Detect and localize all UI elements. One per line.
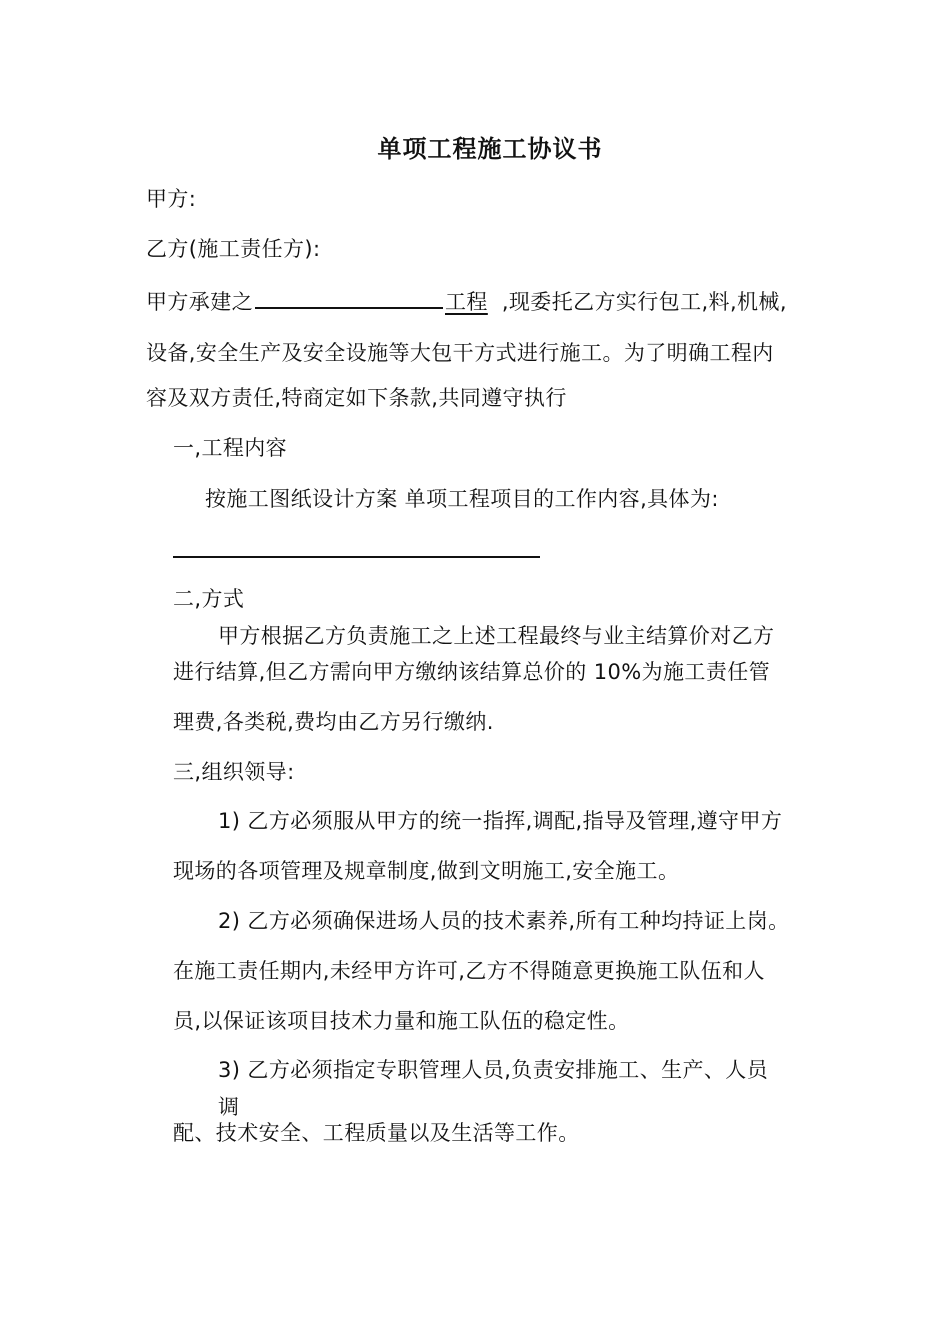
project-name-blank <box>255 285 443 309</box>
section2-line-1: 甲方根据乙方负责施工之上述工程最终与业主结算价对乙方 <box>218 624 775 648</box>
section3-heading: 三,组织领导: <box>173 760 295 784</box>
party-a-label: 甲方: <box>146 187 197 211</box>
section2-heading: 二,方式 <box>173 587 245 611</box>
intro-line-1 <box>146 285 787 317</box>
section3-item2-line-2: 在施工责任期内,未经甲方许可,乙方不得随意更换施工队伍和人 <box>173 959 765 983</box>
document-title: 单项工程施工协议书 <box>377 135 603 163</box>
section2-line-3: 理费,各类税,费均由乙方另行缴纳. <box>173 710 494 734</box>
intro-line-2: 设备,安全生产及安全设施等大包干方式进行施工。为了明确工程内 <box>146 341 774 365</box>
section1-heading: 一,工程内容 <box>173 436 288 460</box>
section3-item3-line-2: 配、技术安全、工程质量以及生活等工作。 <box>173 1121 580 1145</box>
section3-item1-line-1: 1) 乙方必须服从甲方的统一指挥,调配,指导及管理,遵守甲方 <box>218 809 783 833</box>
intro-suffix: ,现委托乙方实行包工,料,机械, <box>501 290 787 314</box>
party-b-label: 乙方(施工责任方): <box>146 237 321 261</box>
content-blank-line <box>173 556 540 558</box>
intro-project-word: 工程 <box>445 290 488 314</box>
intro-line-3: 容及双方责任,特商定如下条款,共同遵守执行 <box>146 386 567 410</box>
section3-item1-line-2: 现场的各项管理及规章制度,做到文明施工,安全施工。 <box>173 859 680 883</box>
intro-prefix: 甲方承建之 <box>146 290 253 314</box>
section3-item3-line-1b: 调 <box>218 1095 240 1119</box>
section3-item2-line-1: 2) 乙方必须确保进场人员的技术素养,所有工种均持证上岗。 <box>218 909 790 933</box>
section3-item3-line-1: 3) 乙方必须指定专职管理人员,负责安排施工、生产、人员 <box>218 1058 769 1082</box>
section2-line-2: 进行结算,但乙方需向甲方缴纳该结算总价的 10%为施工责任管 <box>173 660 771 684</box>
section1-text: 按施工图纸设计方案 单项工程项目的工作内容,具体为: <box>205 487 719 511</box>
section3-item2-line-3: 员,以保证该项目技术力量和施工队伍的稳定性。 <box>173 1009 630 1033</box>
